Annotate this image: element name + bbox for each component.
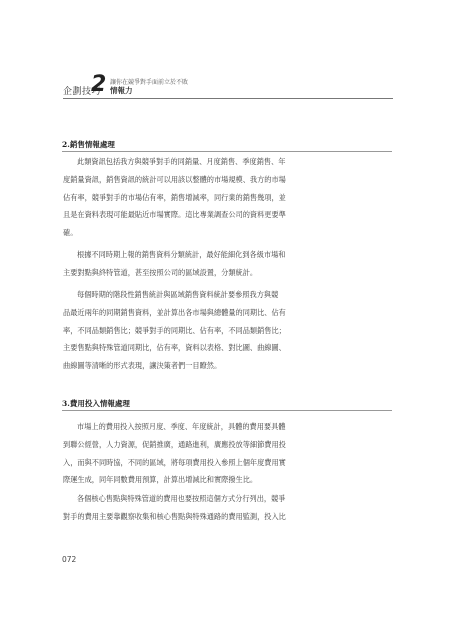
paragraph-line: 確。: [63, 228, 78, 238]
paragraph: [63, 286, 388, 375]
section-divider: [62, 151, 392, 152]
section-heading: 2.銷售情報處理: [62, 140, 115, 149]
paragraph-line: 度銷量資訊，銷售資訊的統計可以用該以整體的市場規模、我方的市場: [63, 174, 286, 184]
section-divider: [62, 410, 392, 411]
paragraph-line: 且是在資料表現可能最貼近市場實際。這比專業調查公司的資料更要準: [63, 210, 286, 220]
paragraph-line: 各個核心售點與特殊管道的費用也要按照這個方式分行列出，競爭: [77, 494, 286, 503]
paragraph-line: 主要售點與特殊管道同期比，佔有率，資料以表格、對比圖、曲線圖、: [63, 343, 286, 353]
paragraph-line: 主要對點與終特管道，甚至按照公司的區域設置，分類統計。: [63, 267, 258, 277]
section-heading: 3.費用投入情報處理: [62, 399, 130, 408]
paragraph-line: 際運生成，同年同數費用預算，計算出增減比和實際撥生比。: [63, 475, 258, 485]
paragraph-line: 曲線圖等清晰的形式表現，讓決策者們一目瞭然。: [63, 361, 222, 371]
paragraph-line: 市場上的費用投入按照月度、季度、年度統計，具體的費用要具體: [77, 422, 286, 431]
paragraph-line: 到聯公經營，人力資源，促銷推廣，通路進利，廣應投放等細節費用投: [63, 439, 286, 449]
paragraph-line: 對手的費用主要靠觀察收集和核心售點與特殊通路的費用監測，投入比: [63, 511, 286, 521]
chapter-title: 情報力: [110, 86, 133, 95]
paragraph: [63, 246, 388, 282]
paragraph-line: 品最近兩年的同期銷售資料，並計算出各市場與總體量的同期比、佔有: [63, 307, 286, 317]
chapter-number: 2: [91, 72, 107, 97]
page-number: 072: [62, 555, 77, 564]
paragraph-line: 入，而與不同時協，不同的區域，將每項費用投入參照上個年度費用實: [63, 457, 286, 467]
paragraph-line: 佔有率，競爭對手的市場佔有率，銷售增減率，同行業的銷售幾項，並: [63, 192, 286, 202]
paragraph-line: 根據不同時期上報的銷售資料分類統計，最好能細化到各級市場和: [77, 250, 286, 259]
header-divider: [63, 98, 393, 99]
paragraph: [63, 418, 388, 489]
paragraph: [63, 490, 388, 526]
paragraph: [63, 153, 388, 242]
chapter-subtitle: 讓你在競爭對手面前立於不敗: [110, 79, 189, 86]
paragraph-line: 每個時期的階段性銷售統計與區域銷售資料統計要參照我方與競: [77, 290, 279, 299]
paragraph-line: 此類資訊包括我方與競爭對手的同銷量、月度銷售、季度銷售、年: [77, 157, 286, 166]
chapter-header: [63, 72, 393, 104]
paragraph-line: 率，不同品類銷售比；競爭對手的同期比、佔有率，不同品類銷售比；: [63, 325, 286, 335]
series-label: 企劃技巧: [63, 87, 102, 97]
